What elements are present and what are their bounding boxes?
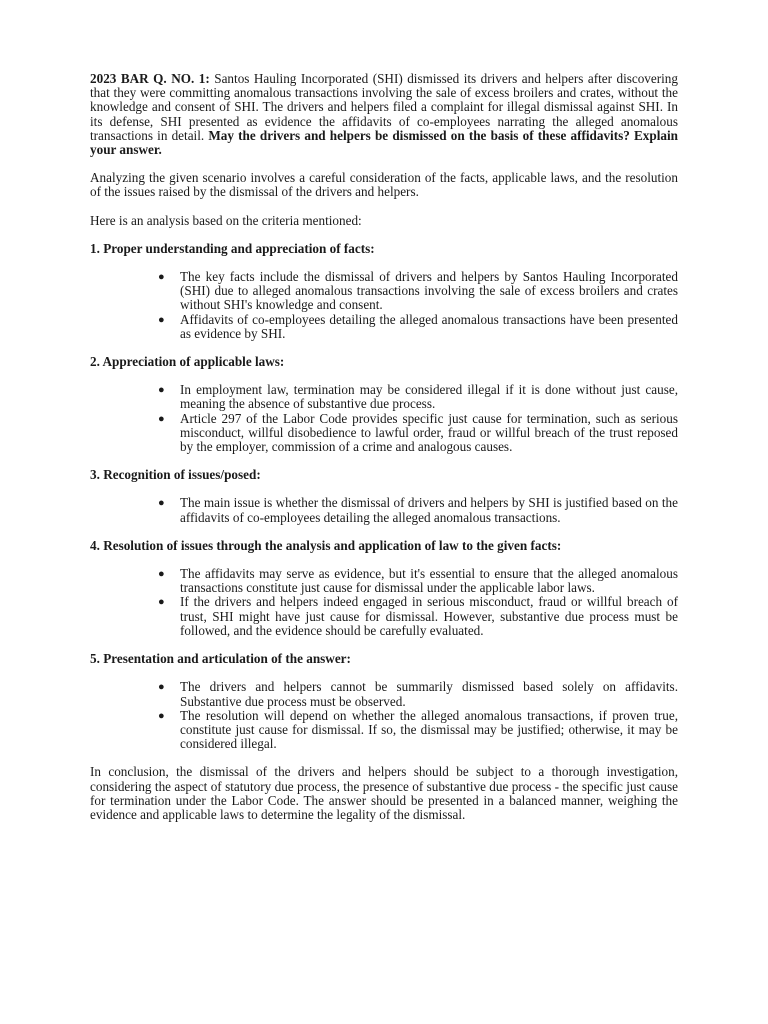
bullet-list-3 [90,496,678,524]
bullet-text: Article 297 of the Labor Code provides specific just cause for termination, such as serious misconduct, willful disobedience to lawful order, fraud or willful breach of the trust reposed by the employer, commission of a crime and analogous causes. [180,410,678,455]
bullet-icon: ● [158,412,165,425]
list-item [158,382,678,412]
document-page [90,72,678,836]
section-heading-2: 2. Appreciation of applicable laws: [90,354,285,370]
intro-paragraph [90,72,678,157]
section-heading-5: 5. Presentation and articulation of the answer: [90,651,351,667]
question-label: 2023 BAR Q. NO. 1: [90,71,210,86]
bullet-list-2 [90,383,678,454]
bullet-text: The affidavits may serve as evidence, but it's essential to ensure that the alleged anomalous transactions constitute just cause for dismissal under the applicable labor laws. [180,566,678,596]
bullet-icon: ● [158,497,165,510]
list-item [158,269,678,313]
bullet-list-5 [90,680,678,751]
bullet-text: Affidavits of co-employees detailing the alleged anomalous transactions have been presented as evidence by SHI. [180,311,678,341]
question-text: May the drivers and helpers be dismissed on the basis of these affidavits? Explain your answer. [90,127,678,158]
bullet-icon: ● [158,384,165,397]
section-heading-4: 4. Resolution of issues through the analysis and application of law to the given facts: [90,537,562,553]
list-item [158,566,678,596]
bullet-icon: ● [158,568,165,581]
bullet-text: The key facts include the dismissal of drivers and helpers by Santos Hauling Incorporated (SHI) due to alleged anomalous transactions involving the sale of excess broilers and crates without SHI's knowledge and consent. [180,269,678,313]
section-heading-1: 1. Proper understanding and appreciation of facts: [90,240,375,256]
bullet-text: The drivers and helpers cannot be summarily dismissed based solely on affidavits. Substantive due process must be observed. [180,679,678,709]
bullet-text: In employment law, termination may be considered illegal if it is done without just cause, meaning the absence of substantive due process. [180,382,678,412]
bullet-icon: ● [158,709,165,722]
section-heading-3: 3. Recognition of issues/posed: [90,467,261,483]
criteria-intro: Here is an analysis based on the criteria mentioned: [90,212,362,228]
bullet-text: The resolution will depend on whether the alleged anomalous transactions, if proven true, constitute just cause for dismissal. If so, the dismissal may be justified; otherwise, it may be considered illegal. [180,707,678,752]
bullet-text: If the drivers and helpers indeed engaged in serious misconduct, fraud or willful breach of trust, SHI might have just cause for dismissal. However, substantive due process must be followed, and the evidence should be carefully evaluated. [180,594,678,638]
conclusion-paragraph: In conclusion, the dismissal of the drivers and helpers should be subject to a thorough investigation, considering the aspect of statutory due process, the presence of substantive due process - the specific just cause for termination under the Labor Code. The answer should be presented in a balanced manner, weighing the evidence and applicable laws to determine the legality of the dismissal. [90,764,678,822]
bullet-icon: ● [158,313,165,326]
list-item [158,594,678,638]
bullet-icon: ● [158,681,165,694]
bullet-list-4 [90,567,678,638]
bullet-list-1 [90,270,678,341]
analyzing-paragraph: Analyzing the given scenario involves a careful consideration of the facts, applicable laws, and the resolution of the issues raised by the dismissal of the drivers and helpers. [90,170,678,200]
list-item [158,495,678,525]
bullet-icon: ● [158,596,165,609]
list-item [158,707,678,752]
bullet-icon: ● [158,271,165,284]
bullet-text: The main issue is whether the dismissal of drivers and helpers by SHI is justified based on the affidavits of co-employees detailing the alleged anomalous transactions. [180,495,678,525]
list-item [158,311,678,341]
intro-text: Santos Hauling Incorporated (SHI) dismissed its drivers and helpers after discovering that they were committing anomalous transactions involving the sale of excess broilers and crates, without the knowledge and consent of SHI. The drivers and helpers filed a complaint for illegal dismissal against SHI. In its defense, SHI presented as evidence the affidavits of co-employees narrating the alleged anomalous transactions in detail. [90,71,678,143]
list-item [158,679,678,709]
list-item [158,410,678,455]
